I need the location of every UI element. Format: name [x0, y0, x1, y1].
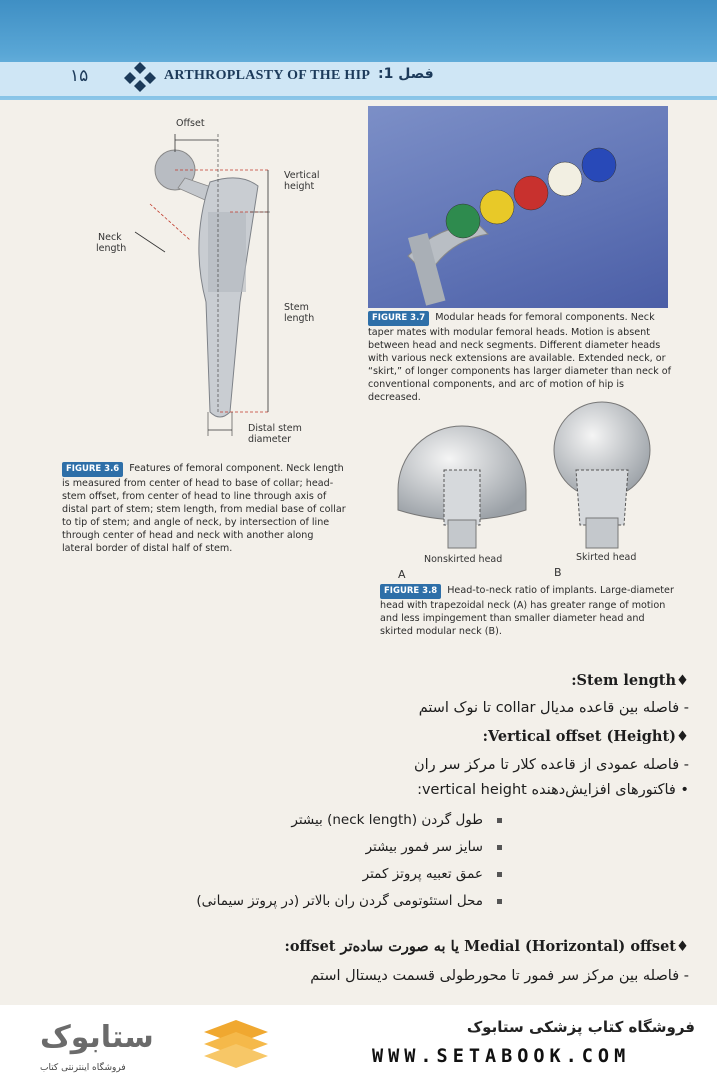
heading-vertical-offset: ♦Vertical offset (Height): — [482, 728, 689, 745]
page-number: ۱۵ — [70, 66, 89, 86]
figure-3-6-caption — [62, 462, 347, 555]
figure-3-7-caption — [368, 311, 676, 404]
femoral-component-diagram — [90, 112, 360, 452]
distal-stem-label-line1: Distal stem — [248, 423, 302, 434]
logo-subtitle: فروشگاه اینترنتی کتاب — [40, 1063, 126, 1073]
paragraph-medial-offset: - فاصله بین مرکز سر فمور تا محورطولی قسمت دیستال استم — [310, 968, 689, 984]
neck-length-label-line1: Neck — [98, 232, 122, 243]
skirted-head-label: Skirted head — [576, 552, 637, 563]
chapter-label-fa: فصل 1: — [378, 66, 434, 82]
modular-head-ball — [582, 148, 616, 182]
bullet-item-4 — [196, 893, 502, 909]
modular-head-ball — [548, 162, 582, 196]
offset-label: Offset — [176, 118, 205, 129]
figure-3-8-badge: FIGURE 3.8 — [380, 584, 441, 599]
stem-length-label-line1: Stem — [284, 302, 309, 313]
modular-heads-photo — [368, 106, 668, 308]
head-neck-ratio-diagram — [380, 400, 680, 560]
neck-length-label-line2: length — [96, 243, 127, 254]
paragraph-factors: • فاکتورهای افزایش‌دهنده vertical height: — [417, 782, 689, 798]
label-b: B — [554, 566, 562, 579]
stem-length-label-line2: length — [284, 313, 315, 324]
paragraph-vertical-offset: - فاصله عمودی از قاعده کلار تا مرکز سر ران — [413, 757, 689, 773]
heading-medial-offset: ♦Medial (Horizontal) offset یا به صورت ساده‌تر offset: — [284, 938, 689, 955]
heading-medial-offset-text: Medial (Horizontal) offset یا به صورت ساده‌تر offset: — [284, 938, 676, 955]
figure-3-7-badge: FIGURE 3.7 — [368, 311, 429, 326]
figure-3-8-caption-text: Head-to-neck ratio of implants. Large-diameter head with trapezoidal neck (A) has greater range of motion and less impingement than smaller diameter head and skirted modular neck (B). — [380, 585, 674, 637]
figure-3-6-caption-text: Features of femoral component. Neck length is measured from center of head to base of collar; head-stem offset, from center of head to line through axis of distal part of stem; stem length, from medial base of collar to tip of stem; and angle of neck, by intersection of line through center of head and neck with another along lateral border of distal half of stem. — [62, 463, 346, 554]
bullet-square-icon — [497, 818, 502, 823]
bullet-item-3 — [363, 866, 502, 882]
modular-head-ball — [446, 204, 480, 238]
label-a: A — [398, 568, 406, 581]
heading-vertical-offset-text: Vertical offset (Height): — [482, 728, 676, 745]
modular-head-ball — [514, 176, 548, 210]
modular-head-ball — [480, 190, 514, 224]
bullet-square-icon — [497, 899, 502, 904]
nonskirted-head-label: Nonskirted head — [424, 554, 503, 565]
bullet-square-icon — [497, 872, 502, 877]
figure-3-8-caption — [380, 584, 680, 638]
bullet-item-2-text: سایز سر فمور بیشتر — [365, 839, 483, 855]
chapter-title: ARTHROPLASTY OF THE HIP — [164, 68, 371, 83]
logo-wordmark: ستابوک — [40, 1020, 154, 1055]
heading-stem-length-text: Stem length: — [571, 672, 676, 689]
bullet-item-1-text: طول گردن (neck length) بیشتر — [291, 812, 483, 828]
footer-url-link[interactable]: WWW.SETABOOK.COM — [372, 1046, 631, 1067]
figure-3-7-caption-text: Modular heads for femoral components. Neck taper mates with modular femoral heads. Motion is absent between head and neck segments. Different diameter heads with various neck extensions are available. Extended neck, or “skirt,” of longer components has larger diameter than neck of conventional components, and arc of motion of hip is decreased. — [368, 312, 671, 403]
distal-stem-label-line2: diameter — [248, 434, 292, 445]
heading-stem-length: ♦Stem length: — [571, 672, 689, 689]
bullet-item-2 — [366, 839, 502, 855]
footer-store-name: فروشگاه کتاب پزشکی ستابوک — [466, 1018, 695, 1036]
vertical-height-label-line2: height — [284, 181, 315, 192]
paragraph-stem-length: - فاصله بین قاعده مدیال collar تا نوک استم — [418, 700, 689, 716]
bullet-item-3-text: عمق تعبیه پروتز کمتر — [362, 866, 483, 882]
diamond-ornament-icon — [122, 60, 158, 92]
vertical-height-label-line1: Vertical — [284, 170, 320, 181]
setabook-logo-icon — [200, 1018, 272, 1074]
figure-3-6-badge: FIGURE 3.6 — [62, 462, 123, 477]
modular-heads-illustration — [368, 106, 668, 308]
bullet-item-4-text: محل استئوتومی گردن ران بالاتر (در پروتز سیمانی) — [196, 893, 483, 909]
bullet-item-1 — [291, 812, 502, 828]
bullet-square-icon — [497, 845, 502, 850]
